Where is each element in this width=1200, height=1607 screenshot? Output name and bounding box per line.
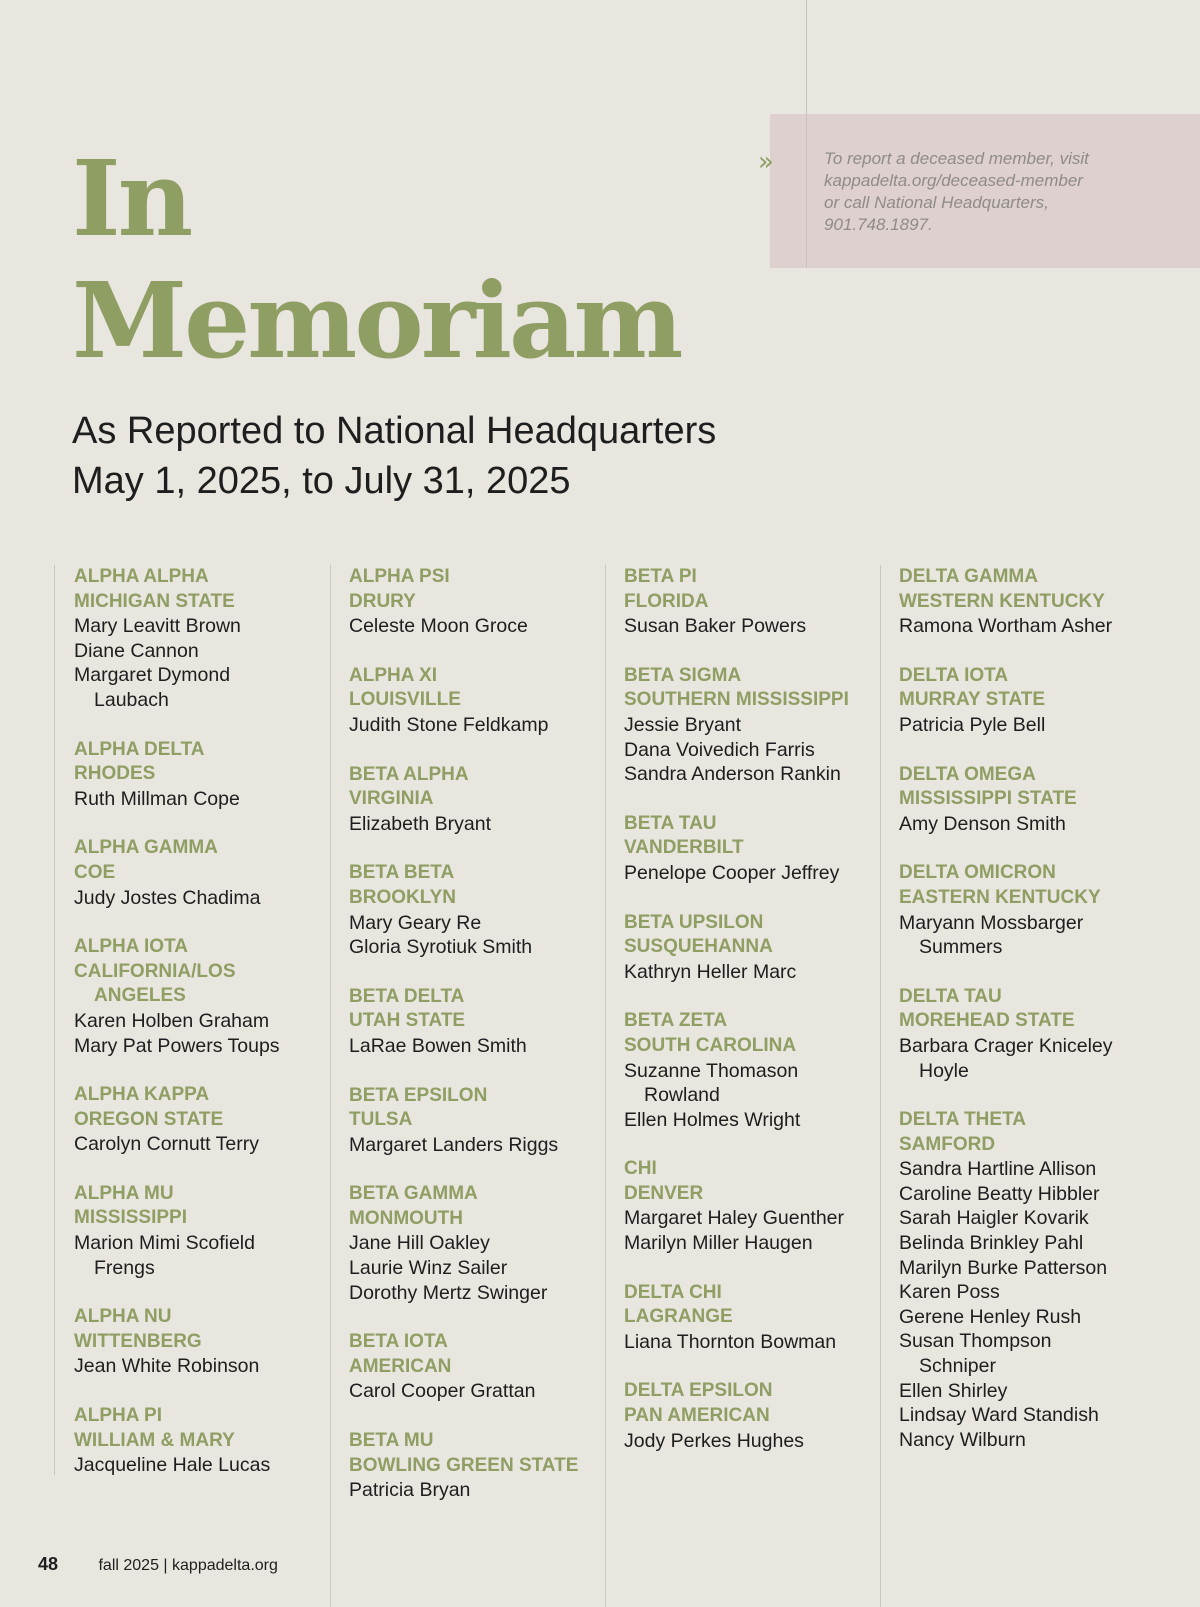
chapter-entry [624,664,884,787]
member-name: Patricia Bryan [349,1479,471,1502]
chapter-name: BETA BETA [349,862,455,884]
member-name: Suzanne Thomason [624,1059,799,1082]
member-name: Marilyn Burke Patterson [899,1256,1108,1279]
chapter-name: ALPHA GAMMA [74,837,218,859]
member-name: Belinda Brinkley Pahl [899,1232,1084,1255]
chapter-entry [74,1404,334,1478]
chapter-school: UTAH STATE [349,1010,466,1032]
member-name: Elizabeth Bryant [349,812,491,835]
chapter-name: BETA TAU [624,812,717,834]
chapter-entry [349,861,609,959]
member-name: Judith Stone Feldkamp [349,713,549,736]
member-name: Marilyn Miller Haugen [624,1232,813,1255]
page-number: 48 [38,1554,59,1574]
chapter-entry [349,985,609,1059]
chapter-name: BETA ALPHA [349,763,469,785]
member-name: Maryann Mossbarger [899,911,1084,934]
chapter-school: DRURY [349,590,416,612]
chapter-name: BETA GAMMA [349,1183,478,1205]
chapter-name: BETA UPSILON [624,911,764,933]
chapter-school: PAN AMERICAN [624,1405,770,1427]
chapter-school: LAGRANGE [624,1306,733,1328]
member-name: Jane Hill Oakley [349,1232,490,1255]
chapter-school: CALIFORNIA/LOS [74,960,236,982]
chapter-school: OREGON STATE [74,1108,224,1130]
report-notice-text: To report a deceased member, visit kappadelta.org/deceased-member or call National Headquarters, 901.748.1897. [824,149,1089,234]
chapter-name: ALPHA PI [74,1405,162,1427]
chapter-name: ALPHA PSI [349,566,450,587]
chapter-school: MISSISSIPPI [74,1207,187,1229]
member-name: Laubach [94,688,169,711]
chapter-entry [74,738,334,812]
member-name: Penelope Cooper Jeffrey [624,861,840,884]
member-name: Ellen Shirley [899,1379,1008,1402]
member-name: Ramona Wortham Asher [899,615,1113,638]
chapter-name: DELTA EPSILON [624,1380,773,1402]
chapter-entry [349,1429,609,1503]
member-name: Karen Holben Graham [74,1009,270,1032]
chapter-name: BETA IOTA [349,1331,448,1353]
chapter-entry [899,1108,1159,1452]
chapter-name: BETA EPSILON [349,1084,488,1106]
chapter-name: DELTA IOTA [899,664,1009,686]
chapter-name: DELTA OMICRON [899,862,1056,884]
chapter-name: ALPHA IOTA [74,936,188,958]
chapter-school: DENVER [624,1182,704,1204]
chapter-school: SOUTH CAROLINA [624,1034,797,1056]
chapter-school: SOUTHERN MISSISSIPPI [624,689,849,711]
chapter-entry [624,812,884,886]
member-name: Mary Pat Powers Toups [74,1034,280,1057]
chapter-school-continued: ANGELES [94,985,186,1007]
member-name: Diane Cannon [74,639,199,662]
chapter-school: WITTENBERG [74,1330,202,1352]
chapter-entry [349,664,609,738]
chapter-entry [624,1157,884,1255]
memoriam-column-1 [74,565,334,1503]
member-name: Nancy Wilburn [899,1428,1026,1451]
memoriam-column-4 [899,565,1159,1477]
member-name: Lindsay Ward Standish [899,1404,1099,1427]
chapter-school: WESTERN KENTUCKY [899,590,1105,612]
member-name: Summers [919,936,1003,959]
member-name: Ellen Holmes Wright [624,1108,801,1131]
chapter-school: BOWLING GREEN STATE [349,1454,579,1476]
member-name: Frengs [94,1256,155,1279]
member-name: Mary Leavitt Brown [74,615,241,638]
chapter-entry [624,565,884,639]
chapter-school: RHODES [74,763,156,785]
chapter-name: DELTA GAMMA [899,566,1038,587]
member-name: Margaret Dymond [74,664,231,687]
chapter-name: BETA ZETA [624,1010,728,1032]
member-name: Hoyle [919,1059,969,1082]
subtitle-reported: As Reported to National Headquarters [72,410,717,452]
chapter-school: SAMFORD [899,1133,996,1155]
member-name: Celeste Moon Groce [349,615,528,638]
member-name: Margaret Landers Riggs [349,1133,559,1156]
member-name: Amy Denson Smith [899,812,1066,835]
member-name: Dorothy Mertz Swinger [349,1281,548,1304]
memoriam-column-2 [349,565,609,1528]
member-name: Carol Cooper Grattan [349,1380,536,1403]
chapter-school: MURRAY STATE [899,689,1046,711]
chapter-entry [349,1084,609,1158]
member-name: Laurie Winz Sailer [349,1257,508,1280]
notice-divider-line [806,114,807,268]
chapter-school: VIRGINIA [349,788,434,810]
chapter-entry [899,861,1159,959]
chapter-name: ALPHA KAPPA [74,1084,210,1106]
member-name: Jacqueline Hale Lucas [74,1454,271,1477]
chapter-entry [74,1083,334,1157]
chapter-name: DELTA CHI [624,1281,722,1303]
chapter-name: ALPHA ALPHA [74,566,209,587]
chapter-school: MOREHEAD STATE [899,1010,1075,1032]
member-name: Sandra Hartline Allison [899,1158,1097,1181]
chapter-name: DELTA THETA [899,1109,1026,1131]
chapter-school: TULSA [349,1109,413,1131]
chapter-school: SUSQUEHANNA [624,936,773,958]
member-name: Jessie Bryant [624,713,742,736]
member-name: Karen Poss [899,1281,1000,1304]
chapter-entry [624,1009,884,1132]
chapter-school: MICHIGAN STATE [74,590,235,612]
chapter-name: ALPHA XI [349,664,437,686]
chapter-school: VANDERBILT [624,837,744,859]
chapter-entry [349,1330,609,1404]
chapter-entry [624,1379,884,1453]
member-name: Gloria Syrotiuk Smith [349,936,533,959]
chapter-school: BROOKLYN [349,886,456,908]
report-notice-box [758,114,1200,268]
page-footer [38,1554,278,1575]
chapter-entry [74,1305,334,1379]
chapter-school: MISSISSIPPI STATE [899,788,1077,810]
member-name: Schniper [919,1355,996,1378]
top-divider-line [806,0,807,114]
chapter-name: BETA SIGMA [624,664,742,686]
page-title: In Memoriam [72,137,681,382]
chapter-school: COE [74,861,116,883]
member-name: Kathryn Heller Marc [624,960,797,983]
chapter-entry [74,836,334,910]
chapter-name: BETA MU [349,1430,434,1452]
chapter-school: WILLIAM & MARY [74,1429,235,1451]
member-name: Patricia Pyle Bell [899,713,1046,736]
subtitle-date-range: May 1, 2025, to July 31, 2025 [72,460,571,502]
chapter-school: LOUISVILLE [349,689,461,711]
member-name: Barbara Crager Kniceley [899,1034,1113,1057]
memoriam-column-3 [624,565,884,1478]
chapter-entry [74,565,334,713]
chapter-entry [349,565,609,639]
chapter-name: ALPHA DELTA [74,738,205,760]
member-name: Sandra Anderson Rankin [624,763,841,786]
member-name: Dana Voivedich Farris [624,738,815,761]
chapter-entry [899,664,1159,738]
chapter-entry [899,565,1159,639]
chapter-name: DELTA OMEGA [899,763,1036,785]
chapter-school: FLORIDA [624,590,709,612]
column-divider-1 [54,565,55,1475]
member-name: Mary Geary Re [349,911,482,934]
issue-info: fall 2025 | kappadelta.org [98,1557,278,1574]
chapter-name: DELTA TAU [899,985,1002,1007]
chapter-entry [624,911,884,985]
double-chevron-right-icon: » [758,147,774,177]
chapter-entry [74,935,334,1058]
member-name: Marion Mimi Scofield [74,1232,255,1255]
member-name: LaRae Bowen Smith [349,1034,527,1057]
chapter-school: EASTERN KENTUCKY [899,886,1101,908]
chapter-name: CHI [624,1158,657,1180]
member-name: Jean White Robinson [74,1355,260,1378]
member-name: Susan Baker Powers [624,615,807,638]
chapter-entry [899,985,1159,1083]
member-name: Sarah Haigler Kovarik [899,1207,1089,1230]
chapter-name: BETA PI [624,566,697,587]
chapter-name: ALPHA MU [74,1182,174,1204]
chapter-entry [74,1182,334,1280]
member-name: Ruth Millman Cope [74,787,240,810]
chapter-name: ALPHA NU [74,1306,172,1328]
chapter-entry [899,763,1159,837]
member-name: Carolyn Cornutt Terry [74,1133,259,1156]
chapter-entry [349,1182,609,1305]
chapter-school: MONMOUTH [349,1207,463,1229]
member-name: Margaret Haley Guenther [624,1207,845,1230]
chapter-school: AMERICAN [349,1355,452,1377]
chapter-name: BETA DELTA [349,985,465,1007]
member-name: Judy Jostes Chadima [74,886,261,909]
member-name: Rowland [644,1084,720,1107]
chapter-entry [349,763,609,837]
chapter-entry [624,1281,884,1355]
member-name: Susan Thompson [899,1330,1052,1353]
member-name: Caroline Beatty Hibbler [899,1182,1100,1205]
member-name: Jody Perkes Hughes [624,1429,804,1452]
member-name: Gerene Henley Rush [899,1305,1082,1328]
member-name: Liana Thornton Bowman [624,1330,837,1353]
